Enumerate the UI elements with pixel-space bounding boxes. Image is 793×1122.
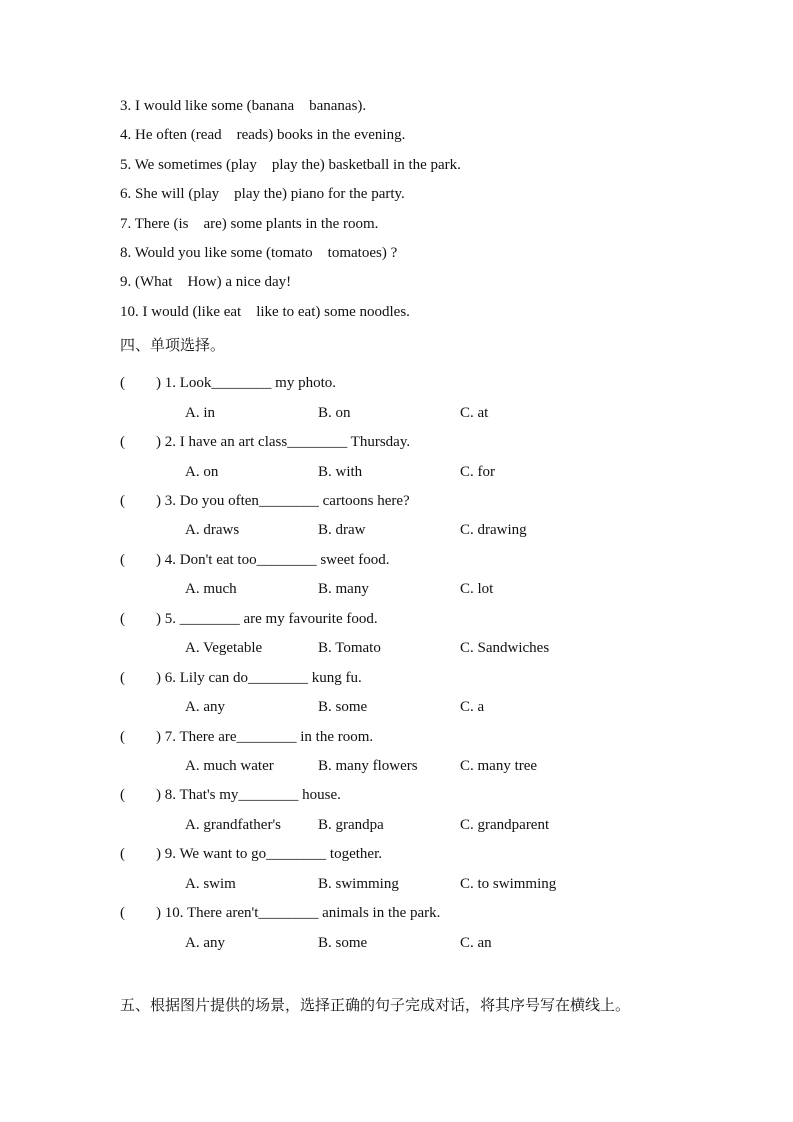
option-a: A. swim [185,876,236,892]
option-c: C. to swimming [460,876,557,892]
option-b: B. draw [318,522,366,538]
question-stem-1: ) 1. Look________ my photo. [156,375,336,391]
section3-item-9: 9. (What How) a nice day! [120,274,292,290]
option-c: C. an [460,935,492,951]
option-a: A. Vegetable [185,640,263,656]
option-a: A. in [185,405,215,421]
question-stem-9: ) 9. We want to go________ together. [156,846,382,862]
option-a: A. grandfather's [185,817,281,833]
answer-paren: ( [120,729,125,745]
option-b: B. on [318,405,351,421]
option-b: B. grandpa [318,817,384,833]
option-c: C. a [460,699,485,715]
answer-paren: ( [120,434,125,450]
section3-item-10: 10. I would (like eat like to eat) some noodles. [120,304,410,320]
answer-paren: ( [120,375,125,391]
question-stem-4: ) 4. Don't eat too________ sweet food. [156,552,390,568]
option-b: B. many flowers [318,758,418,774]
answer-paren: ( [120,670,125,686]
option-b: B. Tomato [318,640,381,656]
section3-item-8: 8. Would you like some (tomato tomatoes) ? [120,245,398,261]
section3-item-6: 6. She will (play play the) piano for the party. [120,186,405,202]
section5-title: 五、根据图片提供的场景，选择正确的句子完成对话，将其序号写在横线上。 [120,996,631,1014]
option-a: A. any [185,699,225,715]
answer-paren: ( [120,611,125,627]
option-a: A. draws [185,522,240,538]
option-c: C. lot [460,581,494,597]
section3-item-5: 5. We sometimes (play play the) basketball in the park. [120,157,461,173]
option-a: A. any [185,935,225,951]
question-stem-3: ) 3. Do you often________ cartoons here? [156,493,410,509]
option-b: B. some [318,699,368,715]
option-b: B. with [318,464,363,480]
option-b: B. some [318,935,368,951]
answer-paren: ( [120,905,125,921]
section4-title: 四、单项选择。 [120,336,226,354]
section3-item-3: 3. I would like some (banana bananas). [120,98,367,114]
option-b: B. many [318,581,369,597]
question-stem-10: ) 10. There aren't________ animals in the park. [156,905,441,921]
option-b: B. swimming [318,876,399,892]
option-c: C. at [460,405,489,421]
option-c: C. for [460,464,495,480]
question-stem-6: ) 6. Lily can do________ kung fu. [156,670,362,686]
answer-paren: ( [120,846,125,862]
question-stem-5: ) 5. ________ are my favourite food. [156,611,378,627]
option-a: A. on [185,464,219,480]
option-a: A. much water [185,758,274,774]
answer-paren: ( [120,552,125,568]
option-a: A. much [185,581,237,597]
option-c: C. grandparent [460,817,550,833]
answer-paren: ( [120,493,125,509]
question-stem-8: ) 8. That's my________ house. [156,787,341,803]
answer-paren: ( [120,787,125,803]
section3-item-4: 4. He often (read reads) books in the evening. [120,127,406,143]
question-stem-7: ) 7. There are________ in the room. [156,729,374,745]
section3-item-7: 7. There (is are) some plants in the room. [120,216,379,232]
question-stem-2: ) 2. I have an art class________ Thursday. [156,434,411,450]
option-c: C. Sandwiches [460,640,550,656]
option-c: C. drawing [460,522,527,538]
option-c: C. many tree [460,758,538,774]
